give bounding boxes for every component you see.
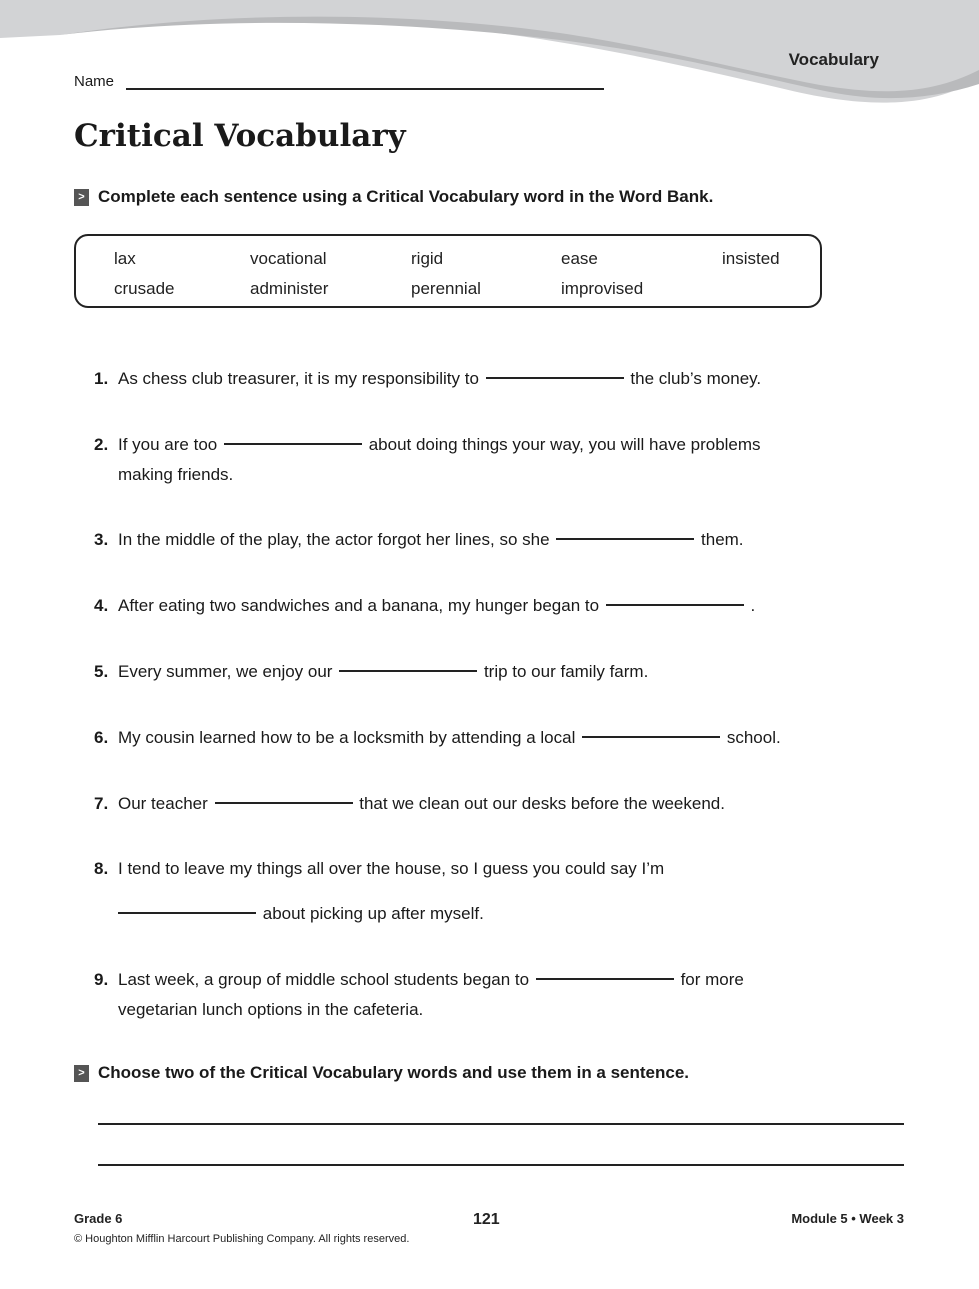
instruction-use-in-sentence [74, 1063, 689, 1083]
question-text: trip to our family farm. [483, 662, 649, 681]
instruction-text: Choose two of the Critical Vocabulary words and use them in a sentence. [98, 1063, 690, 1082]
answer-blank[interactable] [536, 977, 674, 980]
word-bank-item: vocational [250, 249, 327, 268]
word-bank-item: administer [250, 279, 329, 298]
question-text: that we clean out our desks before the weekend. [359, 794, 725, 813]
question-text: After eating two sandwiches and a banana, my hunger began to [118, 596, 600, 615]
question-text: for more [680, 970, 744, 989]
question-number: 6. [94, 728, 109, 747]
question-text: In the middle of the play, the actor forgot her lines, so she [118, 530, 550, 549]
answer-blank[interactable] [224, 442, 362, 445]
copyright: © Houghton Mifflin Harcourt Publishing Company. All rights reserved. [74, 1233, 410, 1245]
answer-blank[interactable] [606, 603, 744, 606]
footer-module: Module 5 • Week 3 [791, 1211, 904, 1226]
page-number: 121 [473, 1211, 500, 1228]
word-bank-item: insisted [722, 249, 780, 268]
question-text: Every summer, we enjoy our [118, 662, 333, 681]
name-field[interactable] [74, 73, 604, 90]
answer-blank[interactable] [582, 735, 720, 738]
arrow-icon: > [74, 1065, 89, 1082]
question-text: the club’s money. [630, 369, 762, 388]
answer-blank[interactable] [486, 376, 624, 379]
question-number: 4. [94, 596, 109, 615]
question-text: Last week, a group of middle school students began to [118, 970, 530, 989]
answer-blank[interactable] [339, 669, 477, 672]
question-text: school. [726, 728, 781, 747]
instruction-complete-sentences [74, 187, 713, 207]
question-text: about picking up after myself. [262, 904, 484, 923]
question-number: 2. [94, 435, 109, 454]
word-bank [74, 234, 822, 308]
writing-line-1[interactable] [98, 1123, 904, 1125]
answer-blank[interactable] [118, 911, 256, 914]
question-text: them. [701, 530, 744, 549]
name-label: Name [74, 73, 115, 90]
question-text: Our teacher [118, 794, 208, 813]
question-number: 9. [94, 970, 109, 989]
word-bank-item: perennial [411, 279, 481, 298]
instruction-text: Complete each sentence using a Critical Vocabulary word in the Word Bank. [98, 187, 714, 206]
word-bank-item: lax [114, 249, 136, 268]
question-text: As chess club treasurer, it is my responsibility to [118, 369, 479, 388]
question-text: If you are too [118, 435, 218, 454]
section-label: Vocabulary [788, 50, 879, 69]
name-line[interactable] [126, 74, 604, 90]
word-bank-item: ease [561, 249, 598, 268]
question-text: about doing things your way, you will have problems [368, 435, 761, 454]
question-text: making friends. [118, 465, 234, 484]
question-number: 3. [94, 530, 109, 549]
question-text: . [750, 596, 756, 615]
question-number: 8. [94, 859, 109, 878]
question-text: I tend to leave my things all over the house, so I guess you could say I’m [118, 859, 665, 878]
word-bank-item: rigid [411, 249, 444, 268]
answer-blank[interactable] [556, 537, 694, 540]
word-bank-item: improvised [561, 279, 644, 298]
answer-blank[interactable] [215, 801, 353, 804]
question-text: My cousin learned how to be a locksmith by attending a local [118, 728, 576, 747]
arrow-icon: > [74, 189, 89, 206]
question-number: 7. [94, 794, 109, 813]
writing-line-2[interactable] [98, 1164, 904, 1166]
page-title: Critical Vocabulary [74, 118, 406, 154]
question-text: vegetarian lunch options in the cafeteria. [118, 1000, 424, 1019]
footer-grade: Grade 6 [74, 1211, 123, 1226]
question-number: 5. [94, 662, 109, 681]
word-bank-item: crusade [114, 279, 175, 298]
question-number: 1. [94, 369, 109, 388]
